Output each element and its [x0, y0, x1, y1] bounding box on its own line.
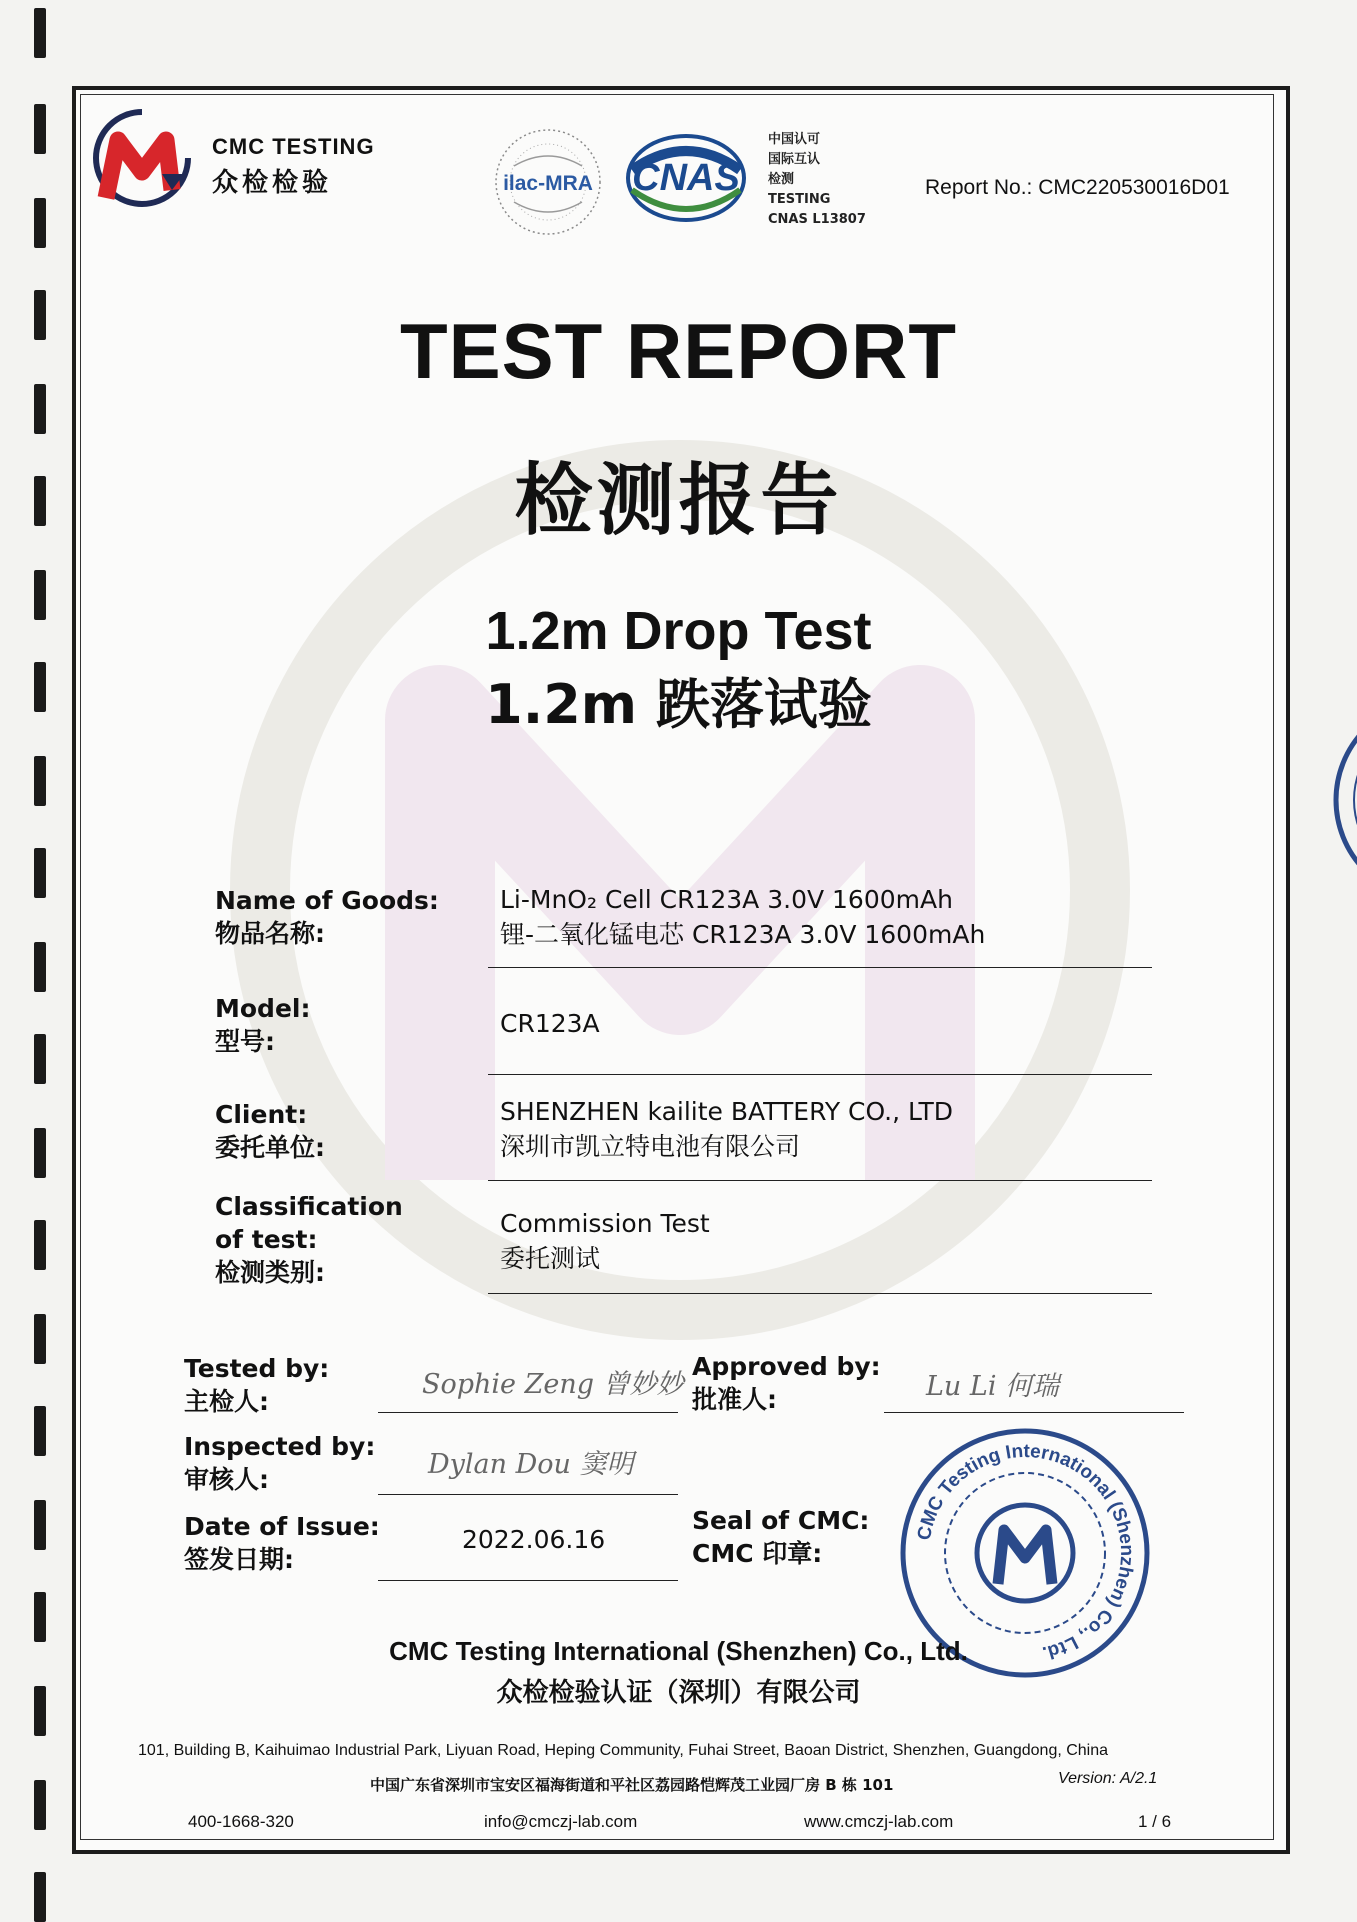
ilac-mra-logo-icon	[492, 126, 604, 238]
page-title-en: TEST REPORT	[399, 307, 958, 395]
classification-label	[215, 1190, 403, 1289]
inspected-by-signature: Dylan Dou 窦明	[428, 1449, 634, 1480]
cnas-text-line: 检测	[768, 172, 795, 187]
classification-value-en: Commission Test	[500, 1209, 710, 1238]
inspected-by-label	[184, 1430, 375, 1496]
date-underline	[378, 1580, 678, 1581]
approved-by-signature: Lu Li 何瑞	[926, 1371, 1060, 1402]
brand-name-cn: 众检检验	[212, 168, 333, 198]
test-name-cn: 1.2m 跌落试验	[485, 673, 872, 736]
date-label-en: Date of Issue:	[184, 1512, 380, 1541]
company-name-cn: 众检检验认证（深圳）有限公司	[496, 1678, 861, 1708]
client-label-cn: 委托单位:	[215, 1133, 325, 1162]
seal-label	[692, 1504, 869, 1570]
classification-label-en-1: Classification	[215, 1192, 403, 1221]
client-value	[500, 1094, 953, 1164]
email-address: info@cmczj-lab.com	[484, 1812, 638, 1831]
cnas-text-line: TESTING	[768, 192, 831, 207]
company-name-en: CMC Testing International (Shenzhen) Co., Ltd.	[389, 1636, 968, 1666]
client-value-en: SHENZHEN kailite BATTERY CO., LTD	[500, 1097, 954, 1126]
tested-by-signature: Sophie Zeng 曾妙妙	[422, 1369, 684, 1400]
goods-label-cn: 物品名称:	[215, 919, 325, 948]
tested-by-label-en: Tested by:	[184, 1354, 330, 1383]
seal-ring-text: CMC Testing International (Shenzhen) Co., Ltd.	[913, 1440, 1138, 1664]
classification-underline	[488, 1293, 1152, 1294]
page-number: 1 / 6	[1138, 1812, 1172, 1831]
model-label-en: Model:	[215, 994, 311, 1023]
cmc-logo-icon	[92, 108, 192, 208]
address-cn: 中国广东省深圳市宝安区福海街道和平社区荔园路恺辉茂工业园厂房 B 栋 101	[370, 1776, 894, 1794]
report-number: Report No.: CMC220530016D01	[925, 176, 1230, 199]
client-underline	[488, 1180, 1152, 1181]
goods-label-en: Name of Goods:	[215, 886, 439, 915]
client-label-en: Client:	[215, 1100, 308, 1129]
binding-strip	[30, 0, 50, 1920]
version-label: Version: A/2.1	[1058, 1770, 1158, 1787]
test-name-en: 1.2m Drop Test	[485, 601, 872, 661]
goods-label	[215, 884, 439, 950]
tested-by-label	[184, 1352, 329, 1418]
approved-by-label-en: Approved by:	[692, 1352, 881, 1381]
inspected-by-label-en: Inspected by:	[184, 1432, 376, 1461]
ilac-label: ilac-MRA	[503, 172, 593, 195]
date-value: 2022.06.16	[462, 1525, 606, 1554]
goods-value	[500, 882, 985, 952]
classification-value	[500, 1206, 710, 1276]
cnas-label: CNAS	[632, 157, 740, 199]
model-label-cn: 型号:	[215, 1027, 275, 1056]
cnas-accreditation-text	[768, 130, 866, 230]
date-label-cn: 签发日期:	[184, 1545, 294, 1574]
goods-value-en: Li-MnO₂ Cell CR123A 3.0V 1600mAh	[500, 885, 953, 914]
approved-by-underline	[884, 1412, 1184, 1413]
goods-underline	[488, 967, 1152, 968]
seal-label-en: Seal of CMC:	[692, 1506, 870, 1535]
inspected-by-label-cn: 审核人:	[184, 1465, 269, 1494]
seal-label-cn: CMC 印章:	[692, 1539, 823, 1568]
tested-by-underline	[378, 1412, 678, 1413]
phone-number: 400-1668-320	[188, 1812, 294, 1831]
model-underline	[488, 1074, 1152, 1075]
client-value-cn: 深圳市凯立特电池有限公司	[500, 1132, 801, 1161]
model-value: CR123A	[500, 1009, 600, 1038]
address-en: 101, Building B, Kaihuimao Industrial Park, Liyuan Road, Heping Community, Fuhai Street, Baoan District, Shenzhen, Guangdong, China	[138, 1742, 1109, 1759]
approved-by-label	[692, 1350, 881, 1416]
classification-label-en-2: of test:	[215, 1225, 318, 1254]
page-title-cn: 检测报告	[514, 456, 843, 546]
website-url: www.cmczj-lab.com	[804, 1812, 954, 1831]
cnas-text-line: CNAS L13807	[768, 212, 866, 227]
goods-value-cn: 锂-二氧化锰电芯 CR123A 3.0V 1600mAh	[500, 920, 986, 949]
cnas-text-line: 国际互认	[768, 152, 821, 167]
tested-by-label-cn: 主检人:	[184, 1387, 269, 1416]
classification-value-cn: 委托测试	[500, 1244, 601, 1273]
brand-name-en: CMC TESTING	[212, 134, 375, 159]
inspected-by-underline	[378, 1494, 678, 1495]
approved-by-label-cn: 批准人:	[692, 1385, 777, 1414]
cnas-logo-icon	[624, 130, 748, 226]
date-label	[184, 1510, 380, 1576]
classification-label-cn: 检测类别:	[215, 1258, 325, 1287]
partial-seal-icon	[1326, 700, 1357, 900]
model-label	[215, 992, 310, 1058]
cnas-text-line: 中国认可	[768, 132, 821, 147]
client-label	[215, 1098, 325, 1164]
